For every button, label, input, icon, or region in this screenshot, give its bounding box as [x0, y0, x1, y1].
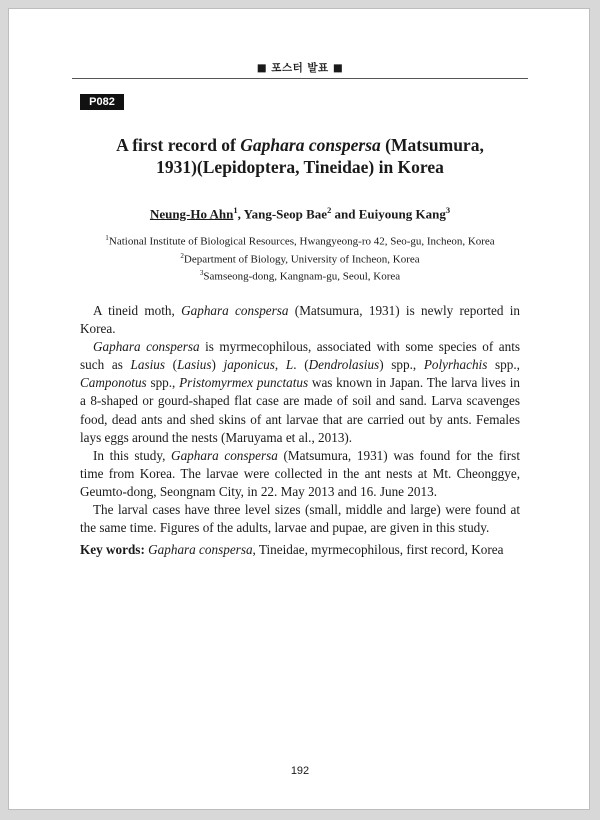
affiliation-line: $^2$Department of Biology, University of Incheon, Korea — [180, 251, 420, 266]
abstract-paragraph: A tineid moth, Gaphara conspersa (Matsumura, 1931) is newly reported in Korea. — [80, 303, 520, 337]
author-name: Euiyoung Kang — [358, 206, 446, 222]
author-name: Yang-Seop Bae — [243, 206, 328, 222]
abstract-body — [80, 302, 520, 537]
keywords-label: Key words: — [80, 542, 145, 557]
author-list — [80, 205, 520, 222]
abstract-paragraph: The larval cases have three level sizes (small, middle and large) were found at the same time. Figures of the adults, larvae and pupae, are given in this study. — [80, 502, 520, 536]
title-line2: 1931)(Lepidoptera, Tineidae) in Korea — [156, 157, 444, 177]
abstract-paragraph: In this study, Gaphara conspersa (Matsumura, 1931) was found for the first time from Korea. The larvae were collected in the ant nests at Mt. Cheonggye, Geumto-dong, Seongnam City, in 22. May 2013 and 16. June 2013. — [80, 447, 520, 499]
affiliation-line: $^3$Samseong-dong, Kangnam-gu, Seoul, Korea — [199, 269, 401, 283]
affiliation-line: $^1$National Institute of Biological Resources, Hwangyeong-ro 42, Seo-gu, Incheon, Korea — [105, 234, 495, 248]
author-separator: and — [331, 206, 359, 222]
page-number: 192 — [290, 765, 310, 777]
affiliation-list — [80, 231, 520, 284]
poster-code-badge: P082 — [80, 94, 124, 110]
author-affil-mark: 2 — [327, 205, 332, 215]
keywords-line — [80, 542, 520, 558]
author-affil-mark: 3 — [445, 205, 451, 215]
title-part1: A first record of — [116, 135, 241, 155]
author-name: Neung-Ho Ahn — [149, 206, 234, 222]
title-part2: (Matsumura, — [380, 135, 484, 155]
paper-title — [80, 134, 520, 178]
author-separator: , — [237, 206, 244, 222]
keyword-species: Gaphara conspersa — [148, 542, 253, 557]
author-affil-mark: 1 — [233, 205, 238, 215]
keywords-rest: , Tineidae, myrmecophilous, first record, Korea — [252, 542, 504, 557]
section-header: ■ 포스터 발표 ■ — [256, 62, 344, 74]
title-species: Gaphara conspersa — [240, 135, 381, 155]
abstract-paragraph: Gaphara conspersa is myrmecophilous, associated with some species of ants such as Lasius (Lasius) japonicus, L. (Dendrolasius) spp., Polyrhachis spp., Camponotus spp., Pristomyrmex punctatus was known in Japan. The larva lives in a 8-shaped or gourd-shaped flat case are made of soil and sand. Larva scavenges food, dead ants and shed skins of ant larvae that are carried out by ants. Females lays eggs around the nests (Maruyama et al., 2013). — [80, 339, 520, 445]
header-rule — [72, 78, 528, 79]
